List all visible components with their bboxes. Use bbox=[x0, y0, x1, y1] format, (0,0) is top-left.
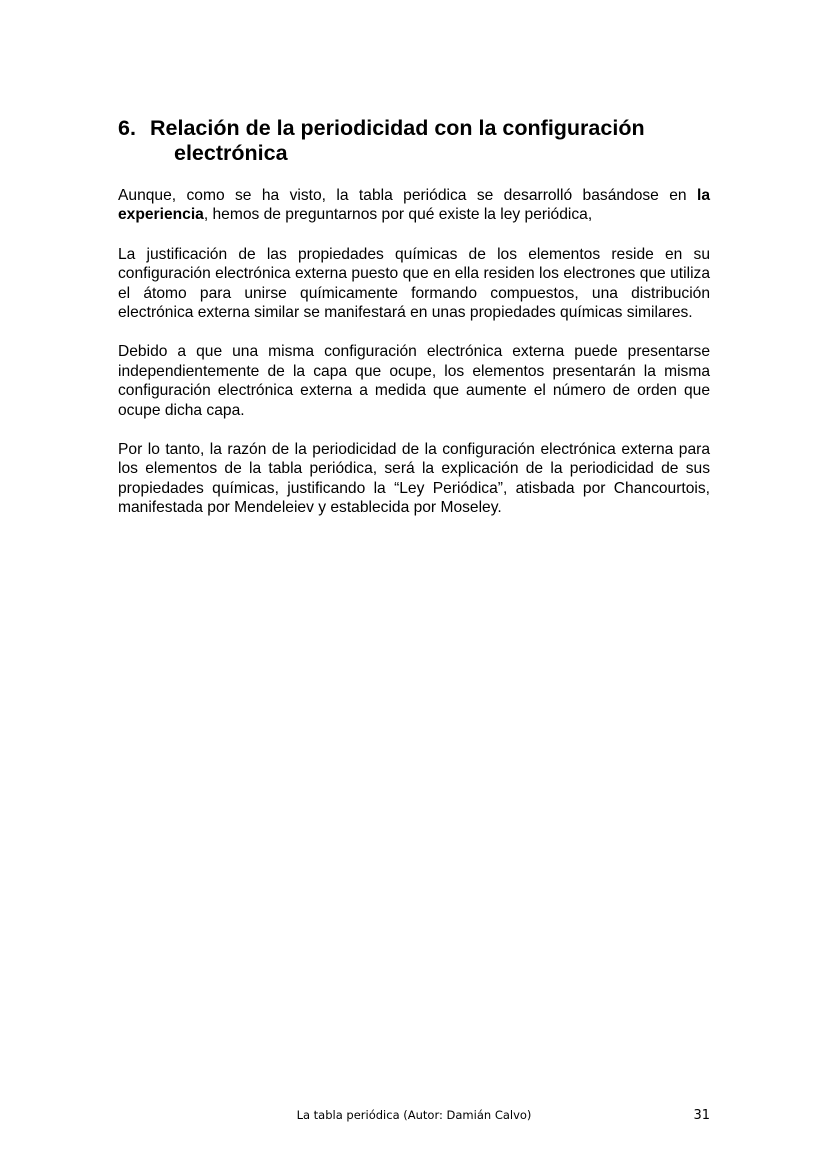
paragraph-3: Debido a que una misma configuración electrónica externa puede presentarse independientemente de la capa que ocupe, los elementos presentarán la misma configuración electrónica externa a medida que aumente el número de orden que ocupe dicha capa. bbox=[118, 343, 710, 419]
paragraph-2: La justificación de las propiedades químicas de los elementos reside en su configuración electrónica externa puesto que en ella residen los electrones que utiliza el átomo para unirse químicamente formando compuestos, una distribución electrónica externa similar se manifestará en unas propiedades químicas similares. bbox=[118, 245, 710, 322]
paragraph-1-bold: la experiencia bbox=[118, 187, 710, 224]
footer-title: La tabla periódica (Autor: Damián Calvo) bbox=[296, 1108, 532, 1122]
section-title-line2: electrónica bbox=[174, 141, 288, 165]
page-number: 31 bbox=[693, 1108, 710, 1123]
paragraph-1-text-b: , hemos de preguntarnos por qué existe la ley periódica, bbox=[203, 206, 593, 224]
paragraph-1 bbox=[118, 186, 710, 225]
section-number: 6. bbox=[118, 116, 136, 140]
paragraph-1-text-a: Aunque, como se ha visto, la tabla periódica se desarrolló basándose en bbox=[118, 187, 697, 204]
section-heading bbox=[118, 116, 718, 166]
section-title-line1: Relación de la periodicidad con la configuración bbox=[149, 116, 645, 140]
paragraph-4: Por lo tanto, la razón de la periodicidad de la configuración electrónica externa para los elementos de la tabla periódica, será la explicación de la periodicidad de sus propiedades químicas, justificando la “Ley Periódica”, atisbada por Chancourtois, manifestada por Mendeleiev y establecida por Moseley. bbox=[118, 441, 710, 517]
section-body bbox=[118, 186, 710, 538]
